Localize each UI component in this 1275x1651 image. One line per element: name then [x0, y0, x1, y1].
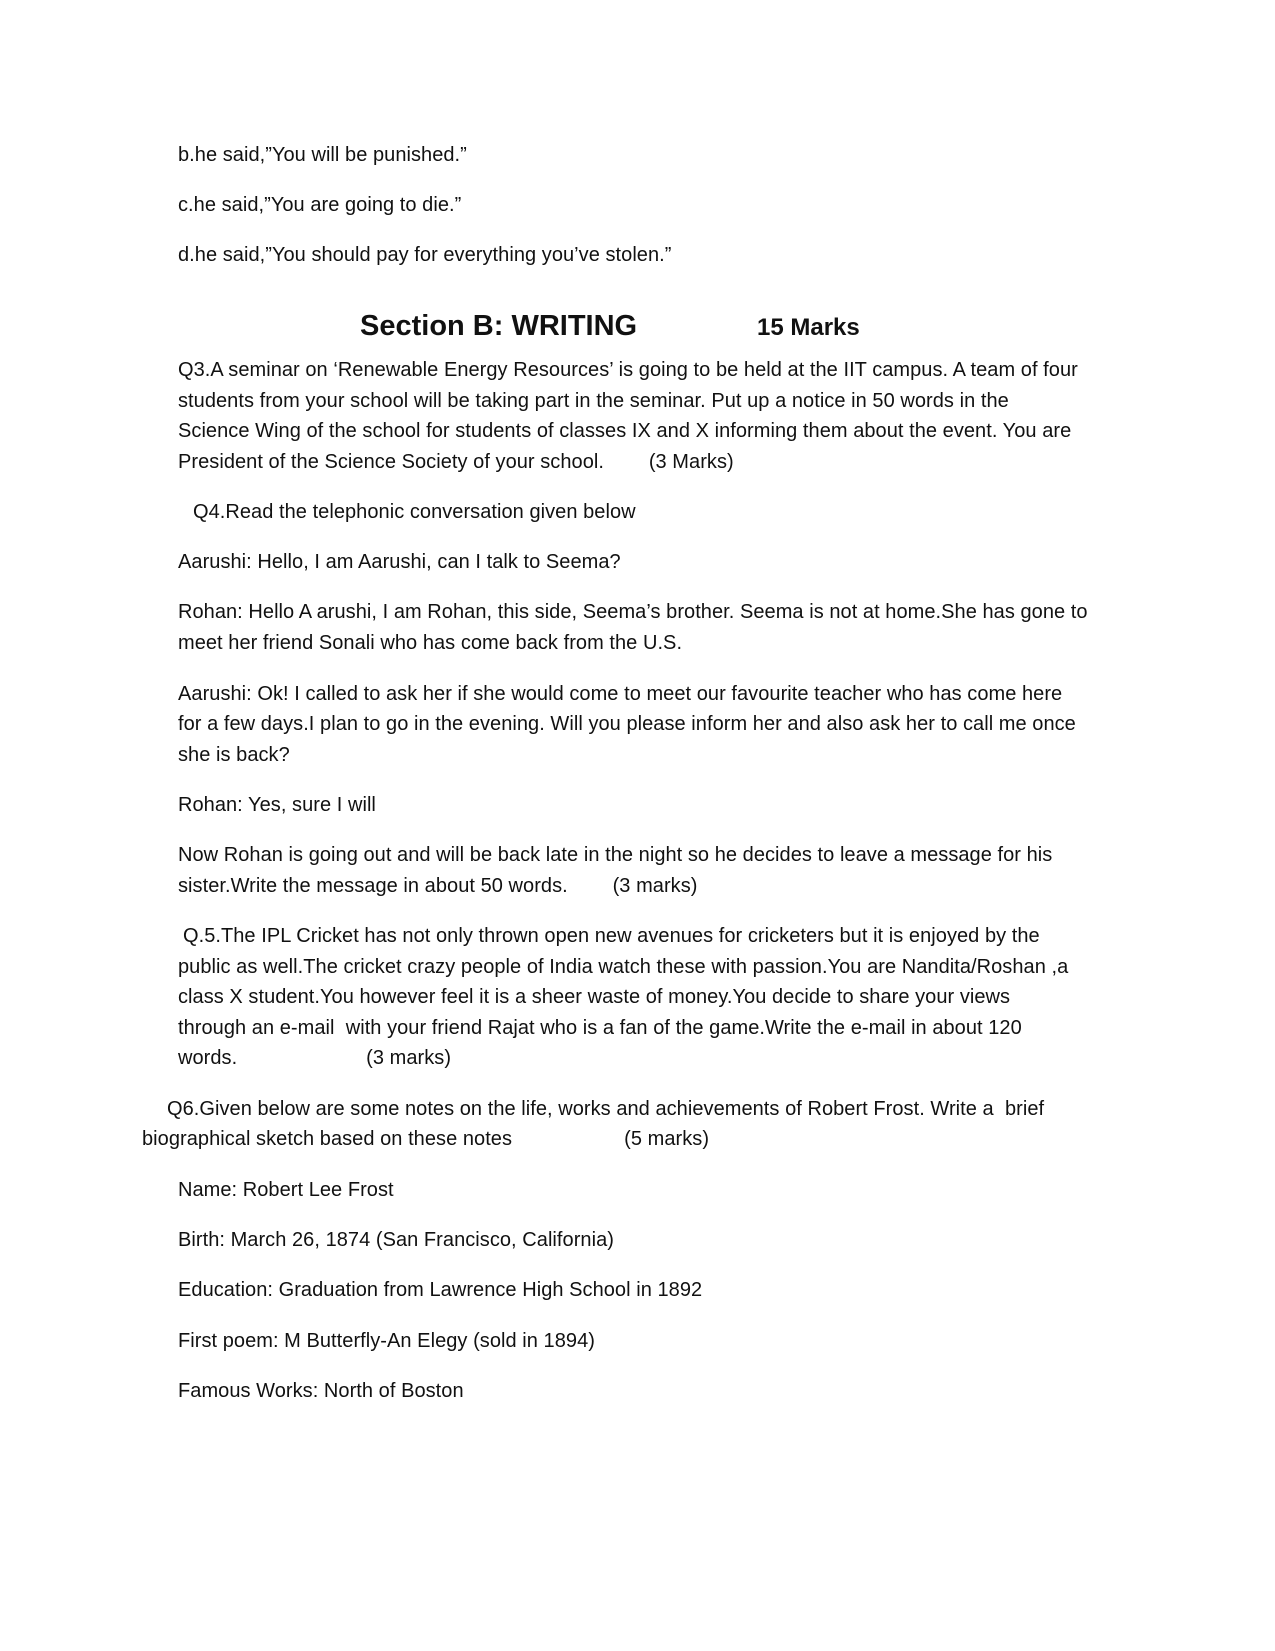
- option-b: b.he said,”You will be punished.”: [178, 144, 467, 166]
- note-item: Birth: March 26, 1874 (San Francisco, California): [178, 1229, 614, 1251]
- dialogue-line: Rohan: Yes, sure I will: [178, 794, 376, 816]
- q6-line: Q6.Given below are some notes on the life, works and achievements of Robert Frost. Write a brief: [167, 1098, 1045, 1120]
- dialogue-line: she is back?: [178, 744, 290, 766]
- q3-line: President of the Science Society of your school. (3 Marks): [178, 451, 734, 473]
- q3-line: Science Wing of the school for students of classes IX and X informing them about the event. You are: [178, 420, 1072, 442]
- q5-line: class X student.You however feel it is a sheer waste of money.You decide to share your views: [178, 986, 1011, 1008]
- q4-task-line: sister.Write the message in about 50 words. (3 marks): [178, 875, 698, 897]
- q6-line: biographical sketch based on these notes (5 marks): [142, 1128, 710, 1150]
- dialogue-line: for a few days.I plan to go in the evening. Will you please inform her and also ask her to call me once: [178, 713, 1076, 735]
- dialogue-line: Aarushi: Hello, I am Aarushi, can I talk to Seema?: [178, 551, 621, 573]
- q5-line: words. (3 marks): [178, 1047, 452, 1069]
- dialogue-line: meet her friend Sonali who has come back from the U.S.: [178, 632, 683, 654]
- note-item: Name: Robert Lee Frost: [178, 1179, 394, 1201]
- section-marks: 15 Marks: [757, 314, 860, 341]
- q5-line: Q.5.The IPL Cricket has not only thrown open new avenues for cricketers but it is enjoyed by the: [183, 925, 1040, 947]
- note-item: First poem: M Butterfly-An Elegy (sold in 1894): [178, 1330, 595, 1352]
- q3-line: students from your school will be taking part in the seminar. Put up a notice in 50 words in the: [178, 390, 1009, 412]
- option-d: d.he said,”You should pay for everything you’ve stolen.”: [178, 244, 672, 266]
- q4-intro: Q4.Read the telephonic conversation given below: [193, 501, 636, 523]
- option-c: c.he said,”You are going to die.”: [178, 194, 462, 216]
- dialogue-line: Aarushi: Ok! I called to ask her if she would come to meet our favourite teacher who has come here: [178, 683, 1063, 705]
- q3-line: Q3.A seminar on ‘Renewable Energy Resources’ is going to be held at the IIT campus. A team of four: [178, 359, 1078, 381]
- section-title: Section B: WRITING: [360, 310, 638, 342]
- note-item: Famous Works: North of Boston: [178, 1380, 464, 1402]
- q4-task-line: Now Rohan is going out and will be back late in the night so he decides to leave a message for his: [178, 844, 1053, 866]
- note-item: Education: Graduation from Lawrence High School in 1892: [178, 1279, 703, 1301]
- dialogue-line: Rohan: Hello A arushi, I am Rohan, this side, Seema’s brother. Seema is not at home.She has gone to: [178, 601, 1088, 623]
- q5-line: through an e-mail with your friend Rajat who is a fan of the game.Write the e-mail in about 120: [178, 1017, 1022, 1039]
- q5-line: public as well.The cricket crazy people of India watch these with passion.You are Nandita/Roshan ,a: [178, 956, 1069, 978]
